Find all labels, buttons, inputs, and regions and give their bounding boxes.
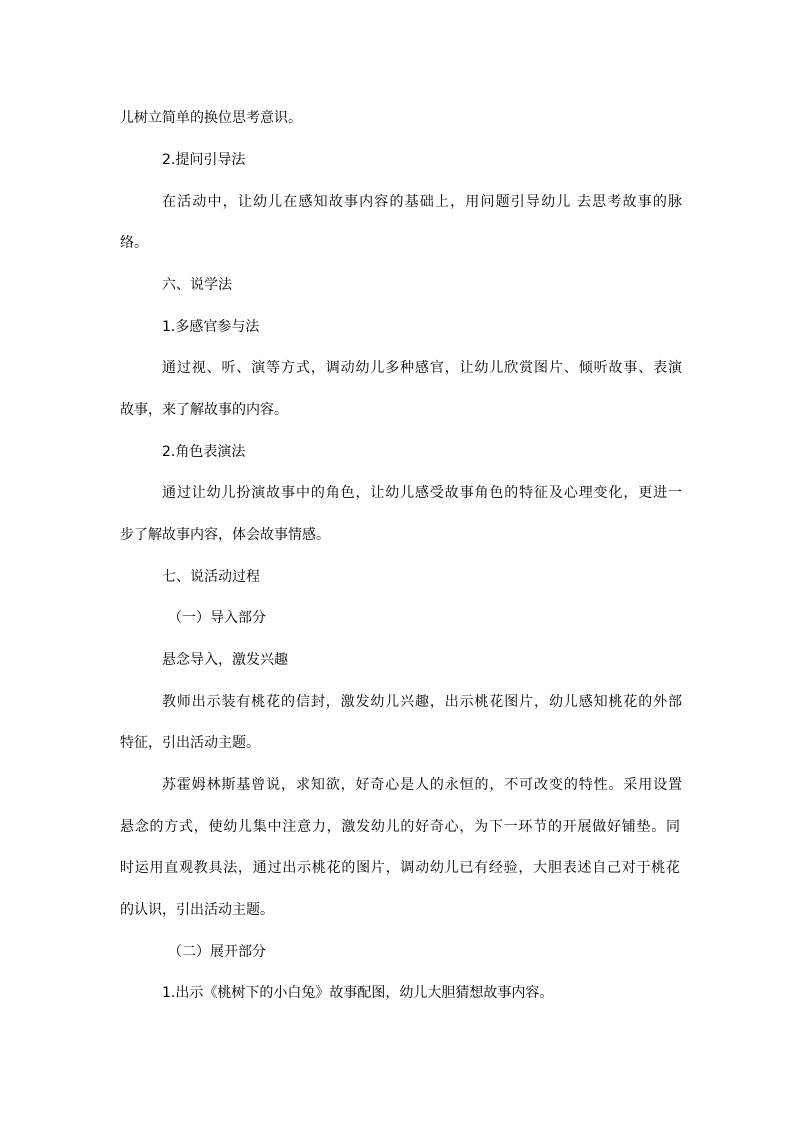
paragraph-line: 通过让幼儿扮演故事中的角色，让幼儿感受故事角色的特征及心理变化，更进一 [162, 485, 682, 501]
paragraph-line: 在活动中，让幼儿在感知故事内容的基础上，用问题引导幼儿 去思考故事的脉 [162, 194, 682, 210]
subsection-heading: （一）导入部分 [168, 610, 266, 626]
paragraph-line: 络。 [120, 235, 148, 251]
section-heading: 七、说活动过程 [162, 569, 260, 585]
subsection-heading: （二）展开部分 [168, 944, 266, 960]
paragraph-line: 的认识，引出活动主题。 [120, 902, 274, 918]
paragraph-line: 1.出示《桃树下的小白兔》故事配图，幼儿大胆猜想故事内容。 [162, 985, 554, 1001]
paragraph-line: 教师出示装有桃花的信封，激发幼儿兴趣，出示桃花图片，幼儿感知桃花的外部 [162, 694, 682, 710]
paragraph-line: 特征，引出活动主题。 [120, 735, 260, 751]
method-heading: 2.提问引导法 [162, 152, 246, 168]
paragraph-line: 悬念的方式，使幼儿集中注意力，激发幼儿的好奇心，为下一环节的开展做好铺垫。同 [120, 819, 680, 835]
paragraph-line: 故事，来了解故事的内容。 [120, 402, 288, 418]
paragraph-line: 悬念导入，激发兴趣 [162, 652, 288, 668]
paragraph-line: 儿树立简单的换位思考意识。 [120, 110, 302, 126]
method-heading: 1.多感官参与法 [162, 319, 260, 335]
paragraph-line: 通过视、听、演等方式，调动幼儿多种感官，让幼儿欣赏图片、倾听故事、表演 [162, 360, 682, 376]
method-heading: 2.角色表演法 [162, 444, 246, 460]
section-heading: 六、说学法 [162, 277, 232, 293]
paragraph-line: 时运用直观教具法，通过出示桃花的图片，调动幼儿已有经验，大胆表述自己对于桃花 [120, 860, 680, 876]
paragraph-line: 苏霍姆林斯基曾说，求知欲，好奇心是人的永恒的，不可改变的特性。采用设置 [162, 777, 682, 793]
paragraph-line: 步了解故事内容，体会故事情感。 [120, 527, 330, 543]
